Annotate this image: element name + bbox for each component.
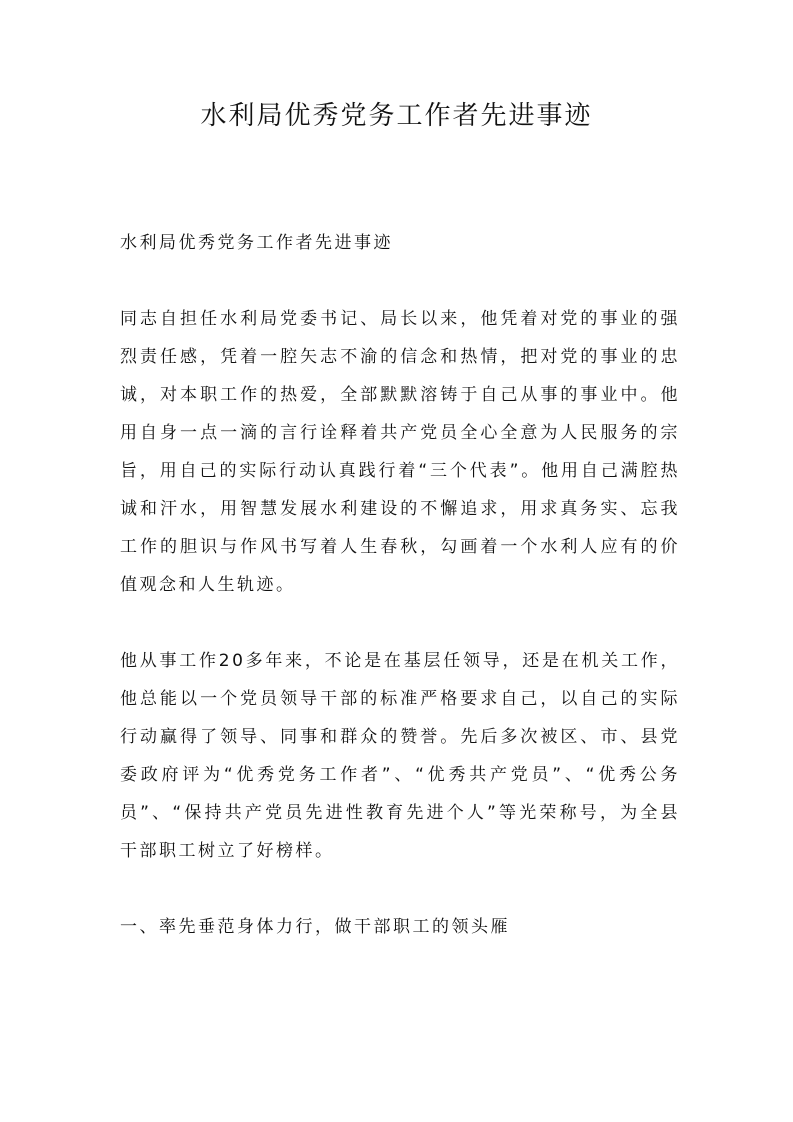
document-body	[120, 224, 680, 946]
paragraph-1: 同志自担任水利局党委书记、局长以来，他凭着对党的事业的强烈责任感，凭着一腔矢志不渝的信念和热情，把对党的事业的忠诚，对本职工作的热爱，全部默默溶铸于自己从事的事业中。他用自身一点一滴的言行诠释着共产党员全心全意为人民服务的宗旨，用自己的实际行动认真践行着“三个代表”。他用自己满腔热诚和汗水，用智慧发展水利建设的不懈追求，用求真务实、忘我工作的胆识与作风书写着人生春秋，勾画着一个水利人应有的价值观念和人生轨迹。	[120, 309, 680, 595]
paragraph-2: 他从事工作20多年来，不论是在基层任领导，还是在机关工作，他总能以一个党员领导干部的标准严格要求自己，以自己的实际行动赢得了领导、同事和群众的赞誉。先后多次被区、市、县党委政府评为“优秀党务工作者”、“优秀共产党员”、“优秀公务员”、“保持共产党员先进性教育先进个人”等光荣称号，为全县干部职工树立了好榜样。	[120, 651, 680, 861]
section-heading: 一、率先垂范身体力行，做干部职工的领头雁	[120, 917, 510, 937]
document-title: 水利局优秀党务工作者先进事迹	[200, 101, 593, 131]
document-subtitle: 水利局优秀党务工作者先进事迹	[120, 233, 393, 253]
